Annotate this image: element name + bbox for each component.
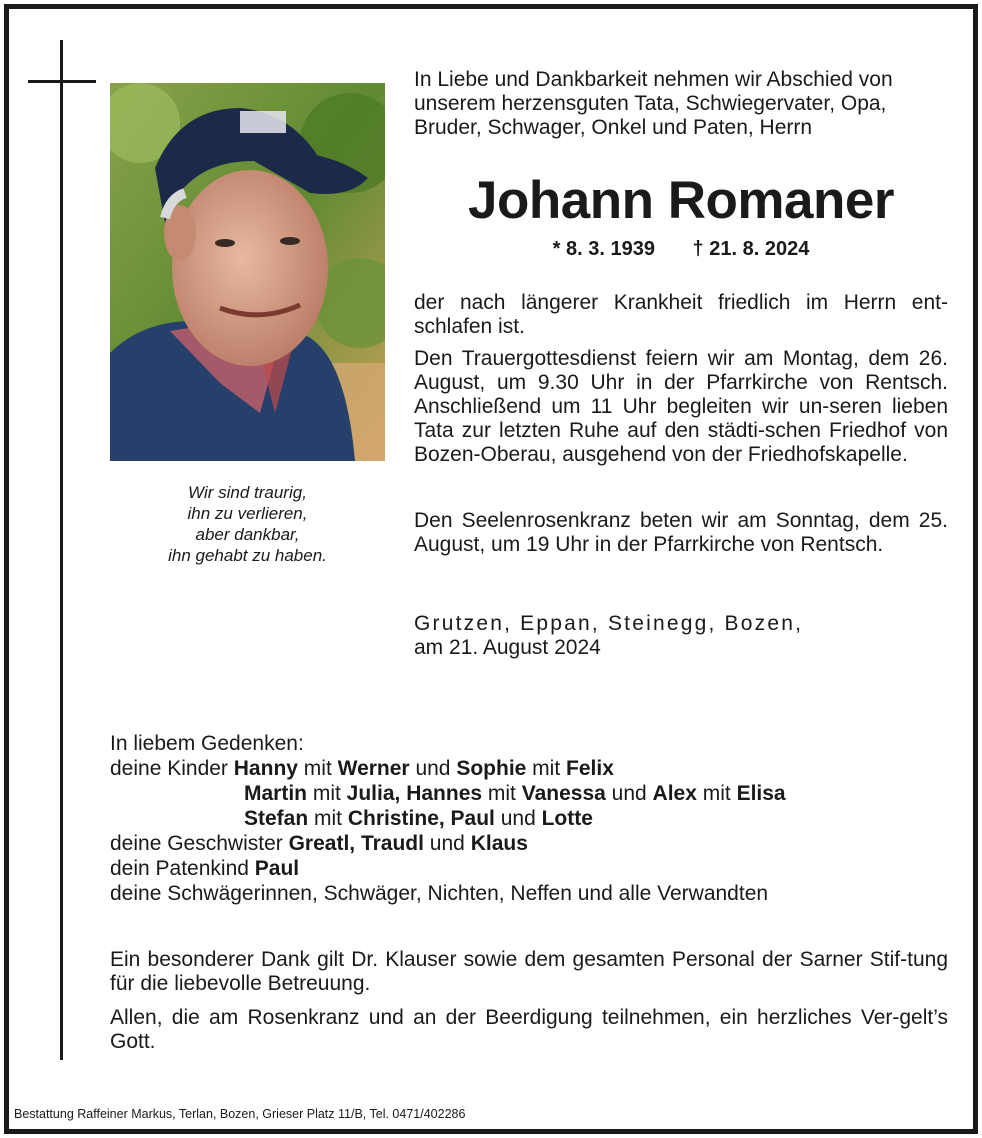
children-prefix: deine Kinder [110,757,228,780]
intro-line: In Liebe und Dankbarkeit nehmen wir Abschied von [414,68,893,91]
mourner-name: Christine, Paul [347,807,495,830]
quote-line: ihn zu verlieren, [187,504,308,523]
birth-date: * 8. 3. 1939 [552,238,655,260]
intro-line: unserem herzensguten Tata, Schwiegervater, Opa, [414,92,887,115]
memorial-quote [110,482,385,566]
connector-text: mit [297,757,338,780]
children-row [110,781,950,806]
thanks-paragraph: Ein besonderer Dank gilt Dr. Klauser sowie dem gesamten Personal der Sarner Stif-tung für die liebevolle Betreuung. [110,948,948,995]
mourner-name: Werner [337,757,410,780]
locations: Grutzen, Eppan, Steinegg, Bozen, [414,612,804,635]
portrait-photo [110,83,385,461]
funeral-service-paragraph: Den Trauergottesdienst feiern wir am Montag, dem 26. August, um 9.30 Uhr in der Pfarrkirche von Rentsch. Anschließend um 11 Uhr begleiten wir un-seren lieben Tata zur letzten Ruhe auf den städti-schen Friedhof von Bozen-Oberau, ausgehend von der Friedhofskapelle. [414,347,948,466]
mourner-name: Hanny [233,757,298,780]
siblings-row [110,831,950,856]
life-dates [414,237,948,261]
connector-text: deine Geschwister [110,832,289,855]
connector-text: dein Patenkind [110,857,255,880]
children-names [234,757,614,780]
closing-paragraph: Allen, die am Rosenkranz und an der Beerdigung teilnehmen, ein herzliches Ver-gelt’s Gott. [110,1006,948,1053]
mourner-name: Stefan [244,807,309,830]
mourner-name: Klaus [470,832,528,855]
relatives-row: deine Schwägerinnen, Schwäger, Nichten, Neffen und alle Verwandten [110,882,769,905]
mourner-name: Sophie [456,757,527,780]
connector-text: mit [482,782,522,805]
mourner-name: Elisa [736,782,786,805]
connector-text: und [494,807,542,830]
intro-line: Bruder, Schwager, Onkel und Paten, Herrn [414,116,813,139]
mourner-name: Vanessa [521,782,606,805]
connector-text: mit [308,807,348,830]
cross-symbol-vertical [60,40,63,1060]
deceased-name: Johann Romaner [468,171,894,230]
mourner-name: Martin [244,782,307,805]
mourner-name: Alex [652,782,697,805]
mourner-name: Julia, Hannes [346,782,483,805]
quote-line: aber dankbar, [195,525,300,544]
connector-text: mit [696,782,737,805]
mourner-name: Lotte [541,807,593,830]
connector-text: mit [526,757,567,780]
children-row [110,756,950,781]
funeral-home-footer: Bestattung Raffeiner Markus, Terlan, Bozen, Grieser Platz 11/B, Tel. 0471/402286 [14,1107,466,1121]
children-row [110,806,950,831]
place-date [414,612,948,660]
death-date: † 21. 8. 2024 [692,238,810,260]
connector-text: und [605,782,653,805]
cross-symbol-horizontal [28,80,96,83]
mourner-name: Felix [566,757,614,780]
quote-line: Wir sind traurig, [188,483,307,502]
mourners-list [110,731,950,906]
rosary-paragraph: Den Seelenrosenkranz beten wir am Sonntag, dem 25. August, um 19 Uhr in der Pfarrkirche von Rentsch. [414,509,948,556]
connector-text: und [423,832,471,855]
intro-text [414,68,948,140]
mourners-heading: In liebem Gedenken: [110,732,304,755]
godchild-row [110,856,950,881]
connector-text: mit [307,782,347,805]
quote-line: ihn gehabt zu haben. [168,546,327,565]
mourner-name: Greatl, Traudl [288,832,424,855]
connector-text: und [409,757,457,780]
death-notice-paragraph: der nach längerer Krankheit friedlich im Herrn ent-schlafen ist. [414,291,948,338]
notice-date: am 21. August 2024 [414,636,601,659]
mourner-name: Paul [254,857,300,880]
